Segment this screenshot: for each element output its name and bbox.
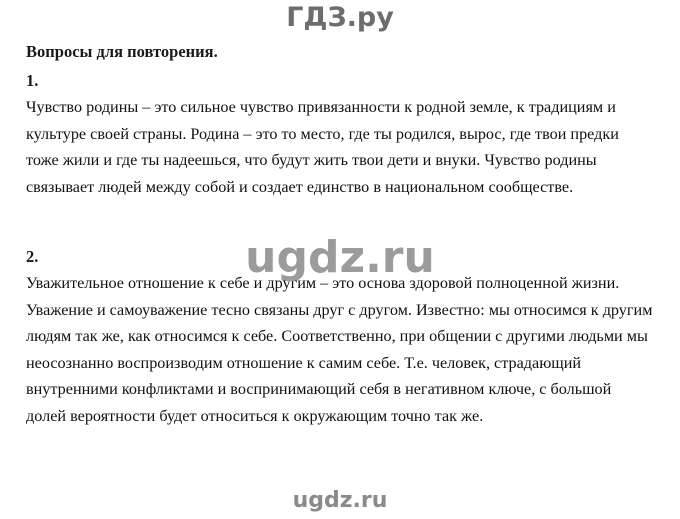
section-heading: Вопросы для повторения. (26, 42, 218, 61)
answer-block-2 (26, 246, 654, 429)
question-number-1: 1. (26, 71, 39, 90)
answer-text-1: Чувство родины – это сильное чувство привязанности к родной земле, к традициям и культуре своей страны. Родина – это то место, где ты родился, вырос, где твои предки тоже жили и где ты надеешься, что будут жить твои дети и внуки. Чувство родины связывает людей между собой и создает единство в национальном сообществе. (26, 98, 619, 196)
site-logo-top: ГДЗ.ру (286, 2, 394, 33)
answer-block-1 (26, 70, 654, 200)
site-logo-bottom: ugdz.ru (292, 488, 388, 513)
question-number-2: 2. (26, 247, 39, 266)
document-content (26, 42, 654, 429)
answer-text-2: Уважительное отношение к себе и другим – это основа здоровой полноценной жизни. Уважение и самоуважение тесно связаны друг с другом. Известно: мы относимся к другим людям так же, как относимся к себе. Соответственно, при общении с другими людьми мы неосознанно воспроизводим отношение к самим себе. Т.е. человек, страдающий внутренними конфликтами и воспринимающий себя в негативном ключе, с большой долей вероятности будет относиться к окружающим точно так же. (26, 274, 653, 425)
watermark: ugdz.ru (245, 232, 435, 283)
